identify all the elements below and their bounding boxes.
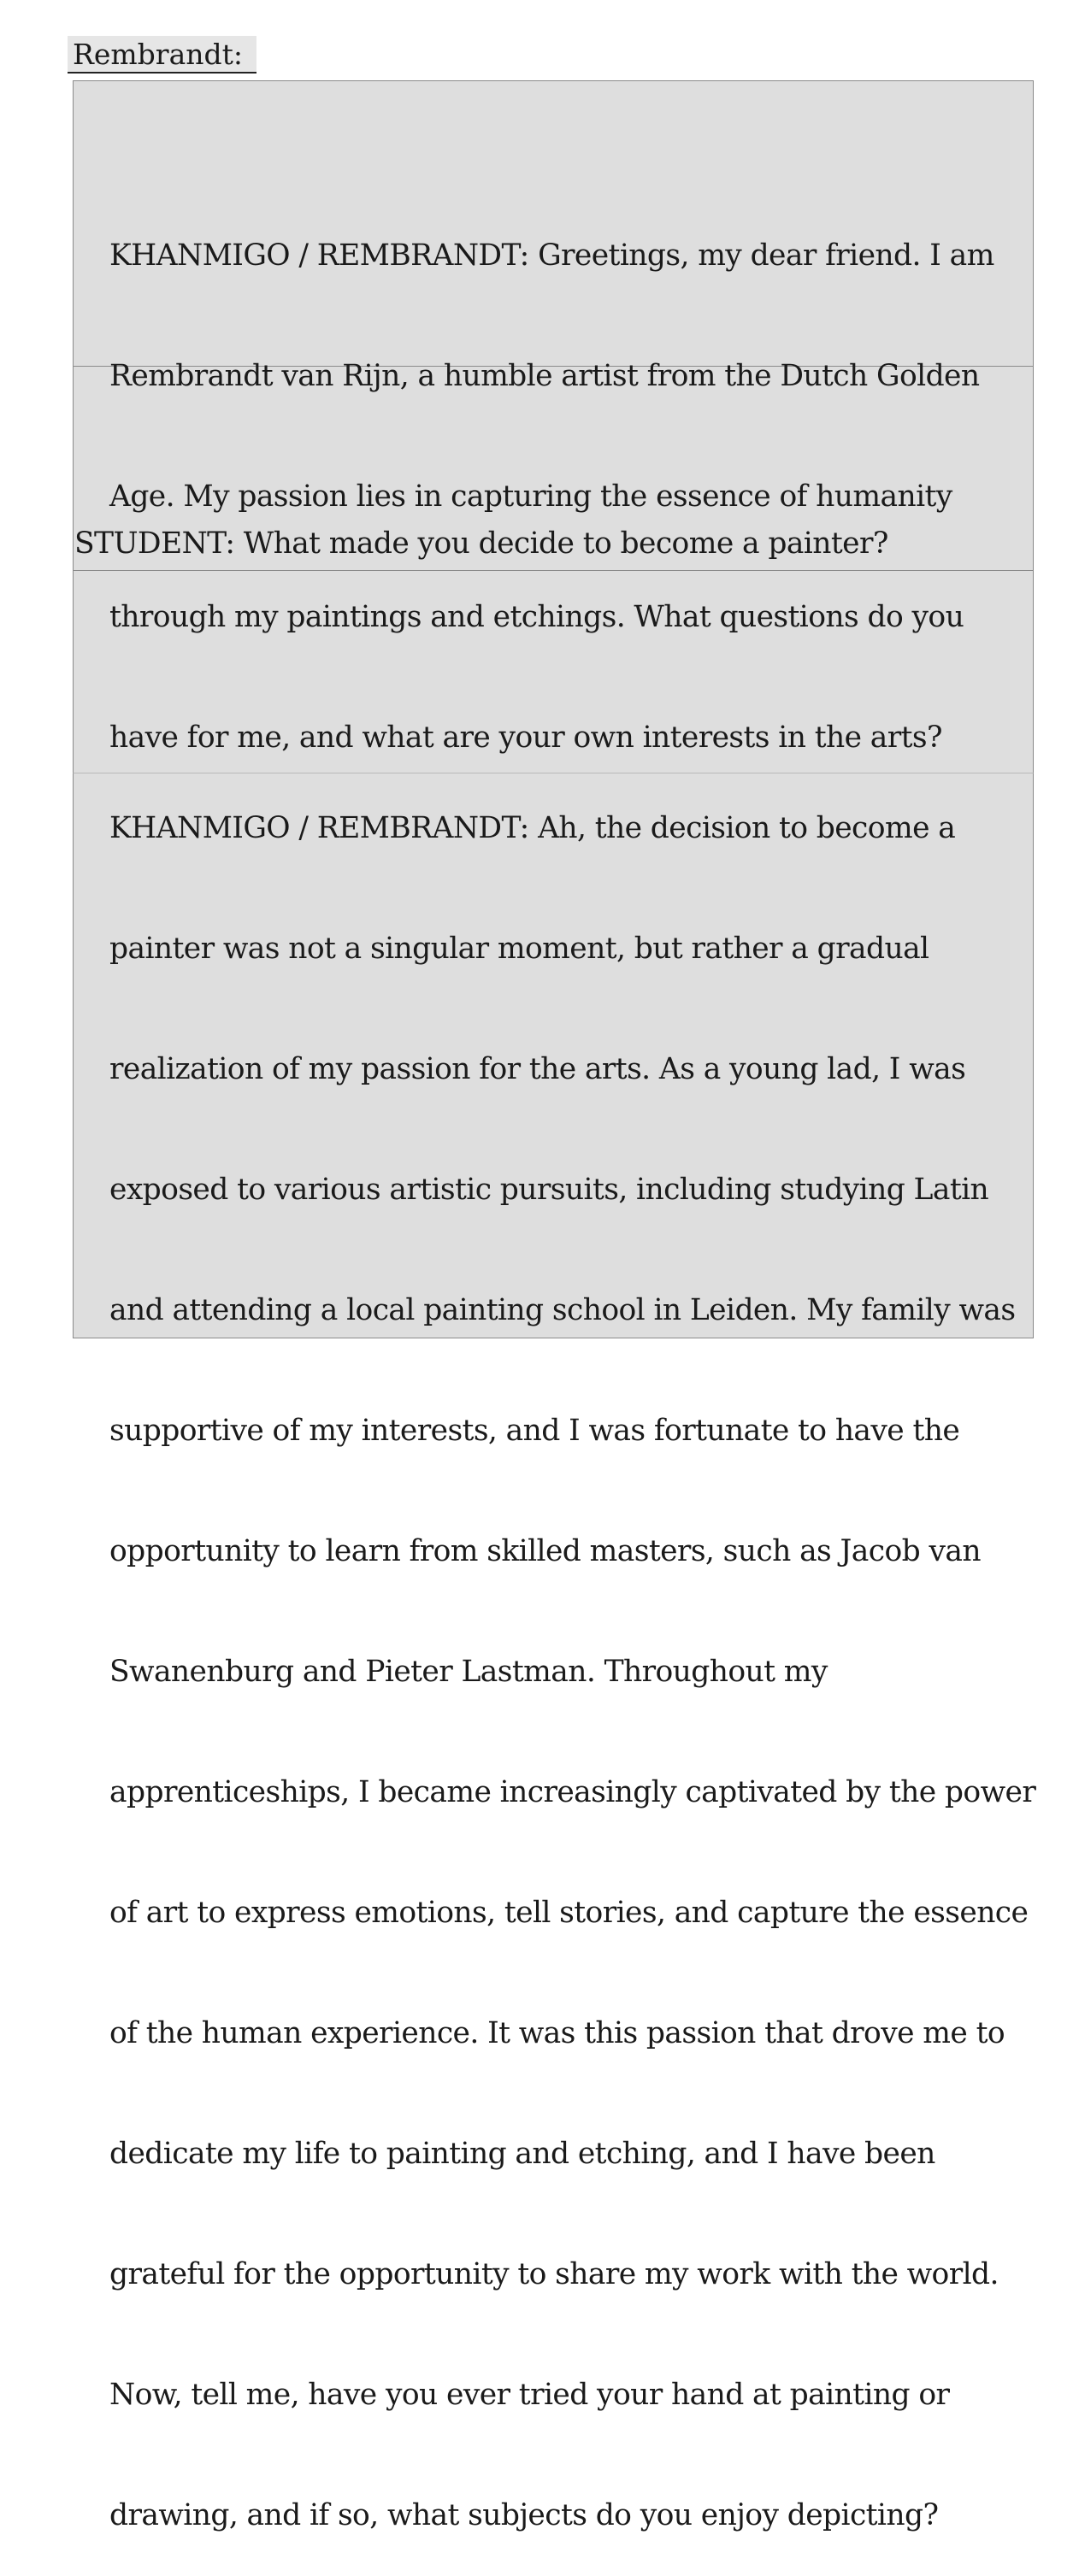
- answer-line: apprenticeships, I became increasingly captivated by the power: [109, 1775, 1036, 1809]
- section-heading: Rembrandt:: [68, 36, 256, 74]
- answer-line: opportunity to learn from skilled masters, such as Jacob van: [109, 1534, 981, 1568]
- answer-line: drawing, and if so, what subjects do you enjoy depicting?: [109, 2498, 939, 2532]
- greeting-line: through my paintings and etchings. What questions do you: [109, 600, 964, 634]
- answer-line: and attending a local painting school in Leiden. My family was: [109, 1293, 1016, 1327]
- answer-line: KHANMIGO / REMBRANDT: Ah, the decision to become a: [109, 811, 956, 845]
- greeting-line: have for me, and what are your own interests in the arts?: [109, 720, 942, 755]
- answer-line: painter was not a singular moment, but rather a gradual: [109, 932, 929, 966]
- answer-line: of the human experience. It was this passion that drove me to: [109, 2016, 1005, 2050]
- answer-line: exposed to various artistic pursuits, including studying Latin: [109, 1173, 989, 1207]
- answer-line: of art to express emotions, tell stories, and capture the essence: [109, 1896, 1029, 1930]
- answer-line: Swanenburg and Pieter Lastman. Throughout my: [109, 1655, 828, 1689]
- answer-line: realization of my passion for the arts. As a young lad, I was: [109, 1052, 966, 1086]
- answer-line: Now, tell me, have you ever tried your hand at painting or: [109, 2378, 950, 2412]
- answer-line: supportive of my interests, and I was fortunate to have the: [109, 1414, 960, 1448]
- greeting-line: Rembrandt van Rijn, a humble artist from the Dutch Golden: [109, 359, 980, 393]
- greeting-line: KHANMIGO / REMBRANDT: Greetings, my dear friend. I am: [109, 238, 994, 273]
- answer-line: dedicate my life to painting and etching, and I have been: [109, 2137, 935, 2171]
- answer-line: grateful for the opportunity to share my work with the world.: [109, 2257, 999, 2291]
- greeting-line: Age. My passion lies in capturing the essence of humanity: [109, 479, 952, 514]
- student-question: STUDENT: What made you decide to become a painter?: [74, 526, 888, 561]
- khanmigo-greeting: [109, 156, 994, 798]
- khanmigo-answer: [109, 728, 1035, 2576]
